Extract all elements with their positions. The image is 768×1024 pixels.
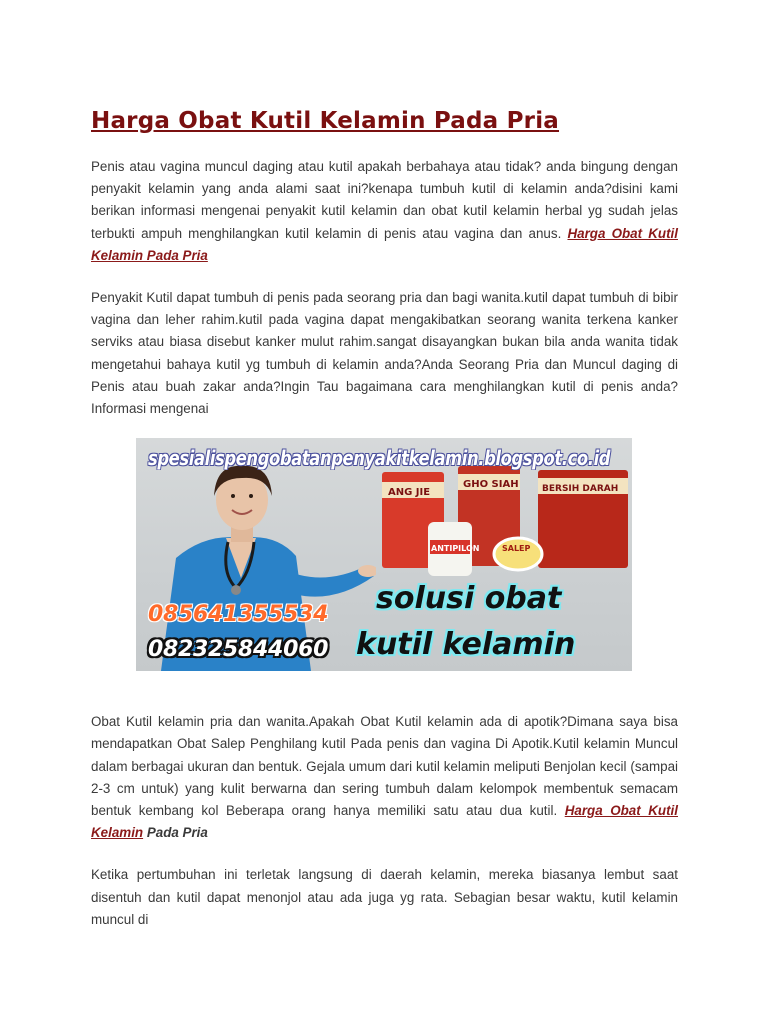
article-link-1[interactable]: Harga Obat Kutil Kelamin Pada Pria [91,225,678,263]
product-label-3: BERSIH DARAH [542,484,619,495]
paragraph-3-tail: Pada Pria [143,825,208,841]
paragraph-1 [91,156,678,267]
paragraph-2: Penyakit Kutil dapat tumbuh di penis pada seorang pria dan bagi wanita.kutil dapat tumbuh di bibir vagina dan leher rahim.kutil pada vagina dapat mengakibatkan seorang wanita terkena kanker serviks atau biasa disebut kanker mulut rahim.sangat disayangkan bukan bila anda wanita tidak mengetahui bahaya kutil yg tumbuh di kelamin anda?Anda Seorang Pria dan Muncul daging di Penis atau buah zakar anda?Ingin Tau bagaimana cara menghilangkan kutil di penis anda?Informasi mengenai [91,290,678,417]
product-packages-icon [368,466,632,586]
article [91,108,678,931]
product-label-5: SALEP [502,544,531,554]
banner-slogan-line-2: kutil kelamin [356,627,576,663]
product-label-1: ANG JIE [388,487,431,499]
product-label-4: ANTIPILON [431,544,480,554]
banner-url-text: spesialispengobatanpenyakitkelamin.blogspot.co.id [148,446,611,471]
paragraph-4: Ketika pertumbuhan ini terletak langsung di daerah kelamin, mereka biasanya lembut saat disentuh dan kutil dapat menonjol atau ada juga yg rata. Sebagian besar waktu, kutil kelamin muncul di [91,867,678,927]
banner-slogan-line-1: solusi obat [376,581,562,617]
article-link-2[interactable]: Harga Obat Kutil Kelamin [91,803,678,841]
paragraph-1-text: Penis atau vagina muncul daging atau kutil apakah berbahaya atau tidak? anda bingung dengan penyakit kelamin yang anda alami saat ini?kenapa tumbuh kutil di kelamin anda?disini kami berikan informasi mengenai penyakit kutil kelamin dan obat kutil kelamin herbal yg sudah jelas terbukti ampuh menghilangkan kutil kelamin di penis atau vagina dan anus. [91,159,678,241]
banner-phone-1: 085641355534 [148,602,329,628]
product-banner-image [136,438,632,671]
banner-phone-2: 082325844060 [148,637,329,663]
paragraph-3 [91,711,678,844]
paragraph-3-text: Obat Kutil kelamin pria dan wanita.Apakah Obat Kutil kelamin ada di apotik?Dimana saya bisa mendapatkan Obat Salep Penghilang kutil Pada penis dan vagina Di Apotik.Kutil kelamin Muncul dalam berbagai ukuran dan bentuk. Gejala umum dari kutil kelamin meliputi Benjolan kecil (sampai 2-3 cm untuk) yang kulit berwarna dan sering tumbuh dalam kelompok membentuk semacam bentuk kembang kol Beberapa orang hanya memiliki satu atau dua kutil. [91,714,678,819]
article-title: Harga Obat Kutil Kelamin Pada Pria [91,108,560,134]
product-label-2: GHO SIAH [463,479,519,491]
